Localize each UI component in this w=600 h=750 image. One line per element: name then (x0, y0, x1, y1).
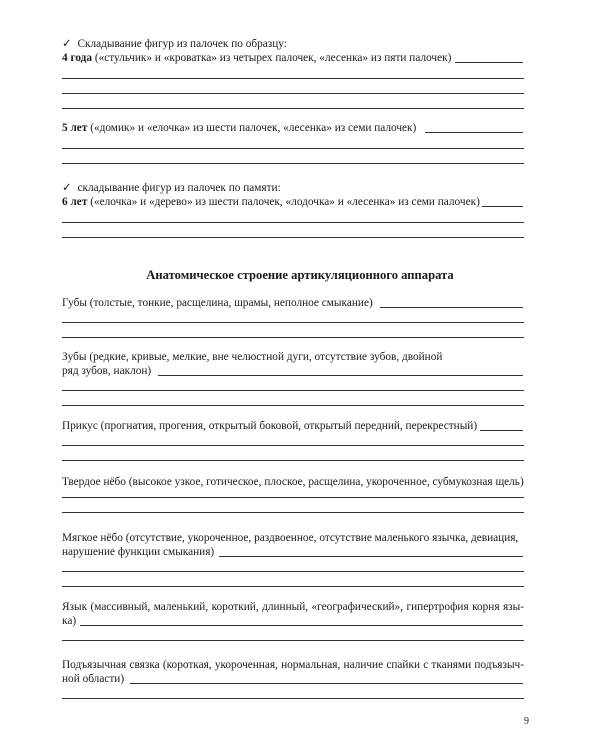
answer-line[interactable] (62, 148, 524, 149)
teeth-label-cont: ряд зубов, наклон) (62, 365, 152, 377)
answer-line[interactable] (62, 390, 524, 391)
answer-line[interactable] (62, 322, 524, 323)
answer-line[interactable] (62, 571, 524, 572)
answer-line[interactable] (62, 93, 524, 94)
answer-line[interactable] (130, 683, 523, 684)
tongue-label-cont: ка) (62, 615, 77, 627)
hard-palate-label: Твердое нёбо (высокое узкое, готическое, плоское, расщелина, укороченное, субмукозная щель) (62, 476, 524, 488)
answer-line[interactable] (62, 337, 524, 338)
answer-line[interactable] (80, 625, 523, 626)
answer-line[interactable] (62, 163, 524, 164)
answer-line[interactable] (62, 445, 524, 446)
answer-line[interactable] (219, 556, 523, 557)
answer-line[interactable] (62, 640, 524, 641)
answer-line[interactable] (62, 108, 524, 109)
answer-line[interactable] (425, 132, 523, 133)
teeth-label: Зубы (редкие, кривые, мелкие, вне челюстной дуги, отсутствие зубов, двойной (62, 351, 443, 363)
bite-label: Прикус (прогнатия, прогения, открытый боковой, открытый передний, перекрестный) (62, 420, 478, 432)
answer-line[interactable] (62, 237, 524, 238)
answer-line[interactable] (480, 430, 523, 431)
soft-palate-label-cont: нарушение функции смыкания) (62, 546, 215, 558)
checkmark-icon: ✓ (62, 38, 72, 50)
answer-line[interactable] (62, 497, 524, 498)
section2-header: ✓ складывание фигур из палочек по памяти: (62, 182, 281, 194)
answer-line[interactable] (62, 405, 524, 406)
lips-label: Губы (толстые, тонкие, расщелина, шрамы, неполное смыкание) (62, 297, 373, 309)
soft-palate-label: Мягкое нёбо (отсутствие, укороченное, раздвоенное, отсутствие маленького язычка, девиация, (62, 532, 519, 544)
answer-line[interactable] (455, 62, 523, 63)
frenulum-label-cont: ной области) (62, 673, 125, 685)
frenulum-label: Подъязычная связка (короткая, укороченная, нормальная, наличие спайки с тканями подъязыч- (62, 659, 524, 671)
answer-line[interactable] (62, 222, 524, 223)
answer-line[interactable] (380, 307, 523, 308)
tongue-label: Язык (массивный, маленький, короткий, длинный, «географический», гипертрофия корня язы- (62, 601, 524, 613)
answer-line[interactable] (158, 375, 523, 376)
section-title: Анатомическое строение артикуляционного аппарата (146, 268, 454, 282)
checkmark-icon: ✓ (62, 182, 72, 194)
answer-line[interactable] (482, 206, 523, 207)
answer-line[interactable] (62, 698, 524, 699)
page-number: 9 (524, 716, 529, 727)
age5-task: 5 лет («домик» и «елочка» из шести палочек, «лесенка» из семи палочек) (62, 122, 417, 134)
answer-line[interactable] (62, 512, 524, 513)
age6-task: 6 лет («елочка» и «дерево» из шести палочек, «лодочка» и «лесенка» из семи палочек) (62, 196, 480, 208)
answer-line[interactable] (62, 460, 524, 461)
answer-line[interactable] (62, 586, 524, 587)
age4-task: 4 года («стульчик» и «кроватка» из четырех палочек, «лесенка» из пяти палочек) (62, 52, 452, 64)
answer-line[interactable] (62, 78, 524, 79)
section1-header: ✓ Складывание фигур из палочек по образцу: (62, 38, 287, 50)
